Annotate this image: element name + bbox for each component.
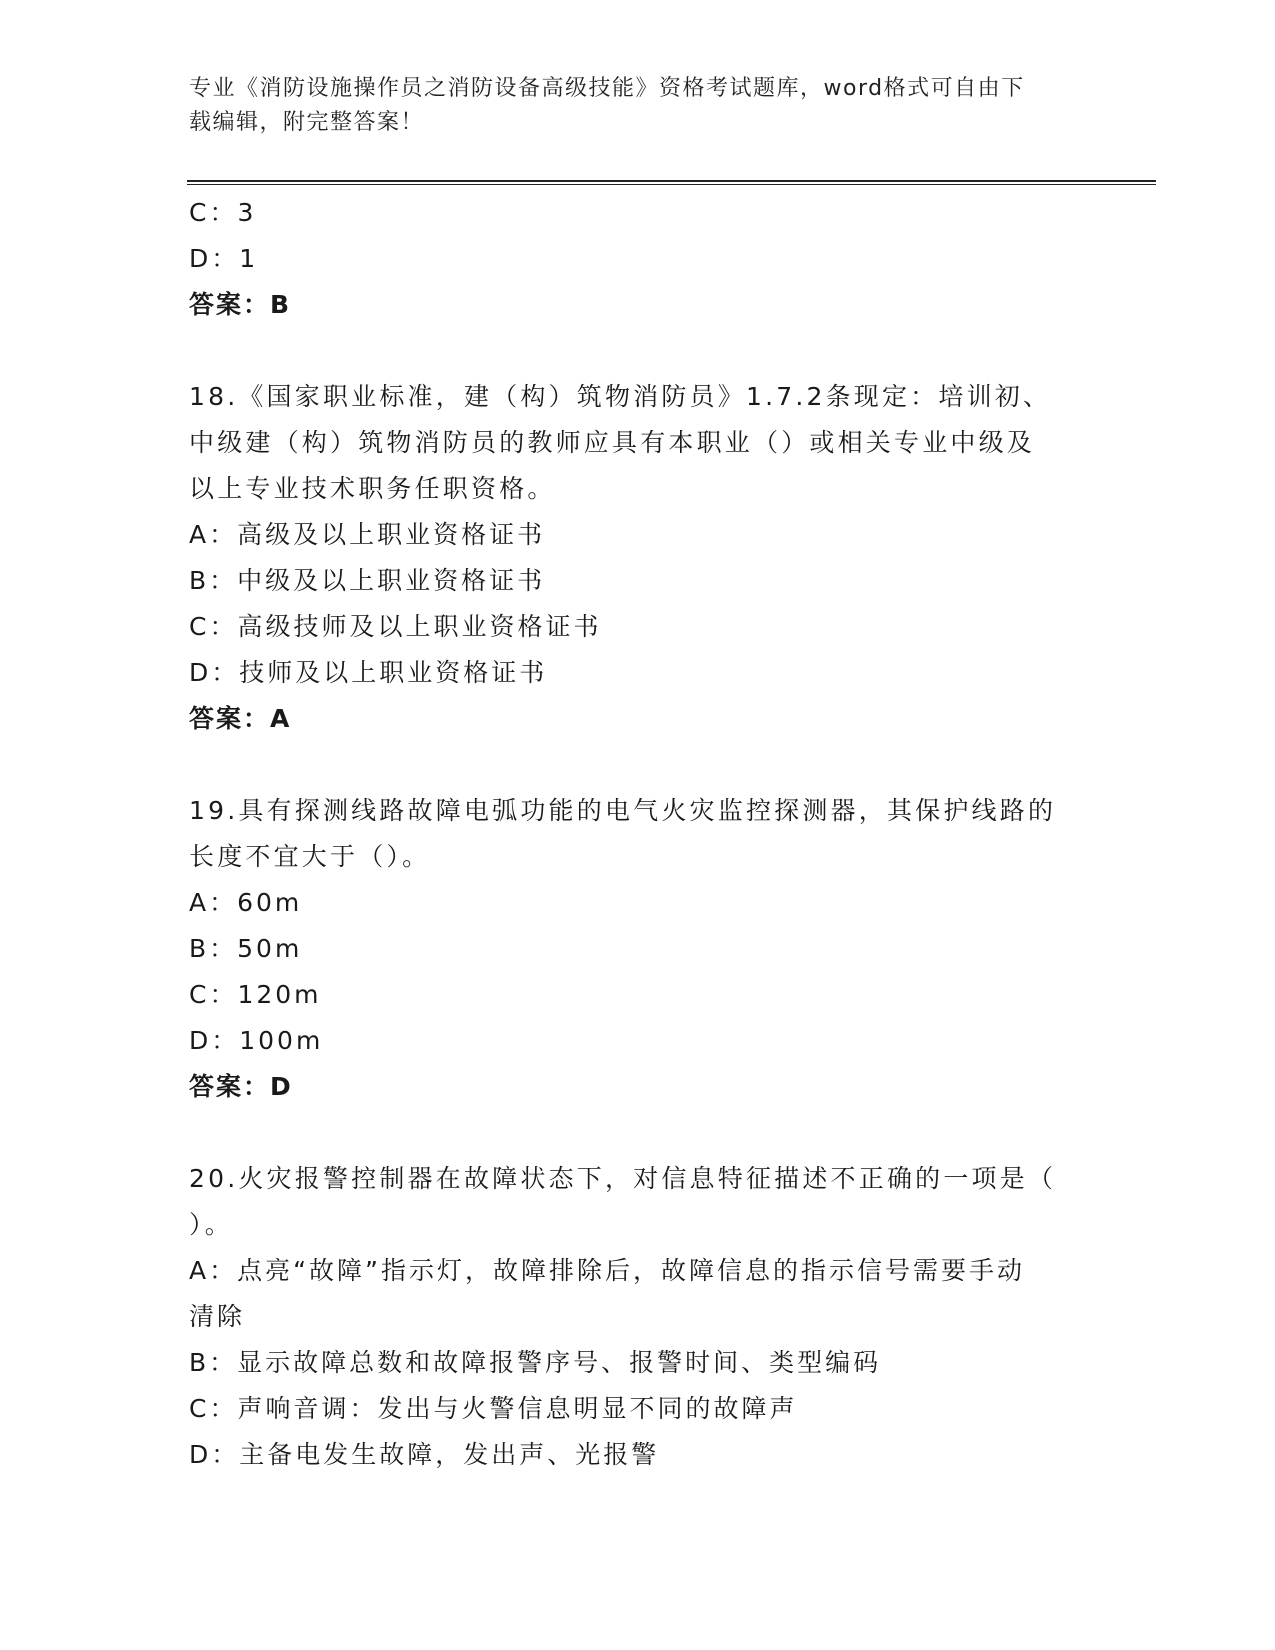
header-line-1: 专业《消防设施操作员之消防设备高级技能》资格考试题库，word格式可自由下 bbox=[189, 76, 1025, 101]
option-d: D：技师及以上职业资格证书 bbox=[189, 658, 548, 687]
option-a: A：60m bbox=[189, 888, 303, 917]
option-a: A：高级及以上职业资格证书 bbox=[189, 520, 546, 549]
question-text-line: ）。 bbox=[189, 1210, 233, 1239]
option-d: D：主备电发生故障，发出声、光报警 bbox=[189, 1440, 660, 1469]
option-d: D：100m bbox=[189, 1026, 324, 1055]
option-c: C：3 bbox=[189, 198, 257, 227]
answer-line: 答案：B bbox=[189, 290, 292, 319]
header-rule-thin bbox=[187, 184, 1156, 185]
option-a: A：点亮“故障”指示灯，故障排除后，故障信息的指示信号需要手动 bbox=[189, 1256, 1026, 1285]
question-content bbox=[189, 190, 1089, 1478]
option-b: B：显示故障总数和故障报警序号、报警时间、类型编码 bbox=[189, 1348, 882, 1377]
answer-line: 答案：D bbox=[189, 1072, 293, 1101]
spacer bbox=[189, 1110, 1089, 1156]
question-19 bbox=[189, 788, 1089, 1110]
question-text-line: 长度不宜大于（）。 bbox=[189, 842, 431, 871]
question-text-line: 20.火灾报警控制器在故障状态下，对信息特征描述不正确的一项是（ bbox=[189, 1164, 1057, 1193]
prev-question bbox=[189, 190, 1089, 328]
option-b: B：50m bbox=[189, 934, 303, 963]
question-text-line: 以上专业技术职务任职资格。 bbox=[189, 474, 556, 503]
spacer bbox=[189, 742, 1089, 788]
option-d: D：1 bbox=[189, 244, 259, 273]
question-20 bbox=[189, 1156, 1089, 1478]
question-18 bbox=[189, 374, 1089, 742]
option-c: C：120m bbox=[189, 980, 322, 1009]
header-rule-thick bbox=[187, 180, 1156, 182]
question-text-line: 18.《国家职业标准，建（构）筑物消防员》1.7.2条现定：培训初、 bbox=[189, 382, 1052, 411]
answer-line: 答案：A bbox=[189, 704, 292, 733]
option-b: B：中级及以上职业资格证书 bbox=[189, 566, 546, 595]
spacer bbox=[189, 328, 1089, 374]
option-c: C：声响音调：发出与火警信息明显不同的故障声 bbox=[189, 1394, 798, 1423]
question-text-line: 19.具有探测线路故障电弧功能的电气火灾监控探测器，其保护线路的 bbox=[189, 796, 1057, 825]
document-header bbox=[189, 72, 1089, 140]
header-line-2: 载编辑，附完整答案！ bbox=[189, 110, 425, 135]
option-c: C：高级技师及以上职业资格证书 bbox=[189, 612, 602, 641]
option-a-continued: 清除 bbox=[189, 1302, 246, 1331]
question-text-line: 中级建（构）筑物消防员的教师应具有本职业（）或相关专业中级及 bbox=[189, 428, 1036, 457]
